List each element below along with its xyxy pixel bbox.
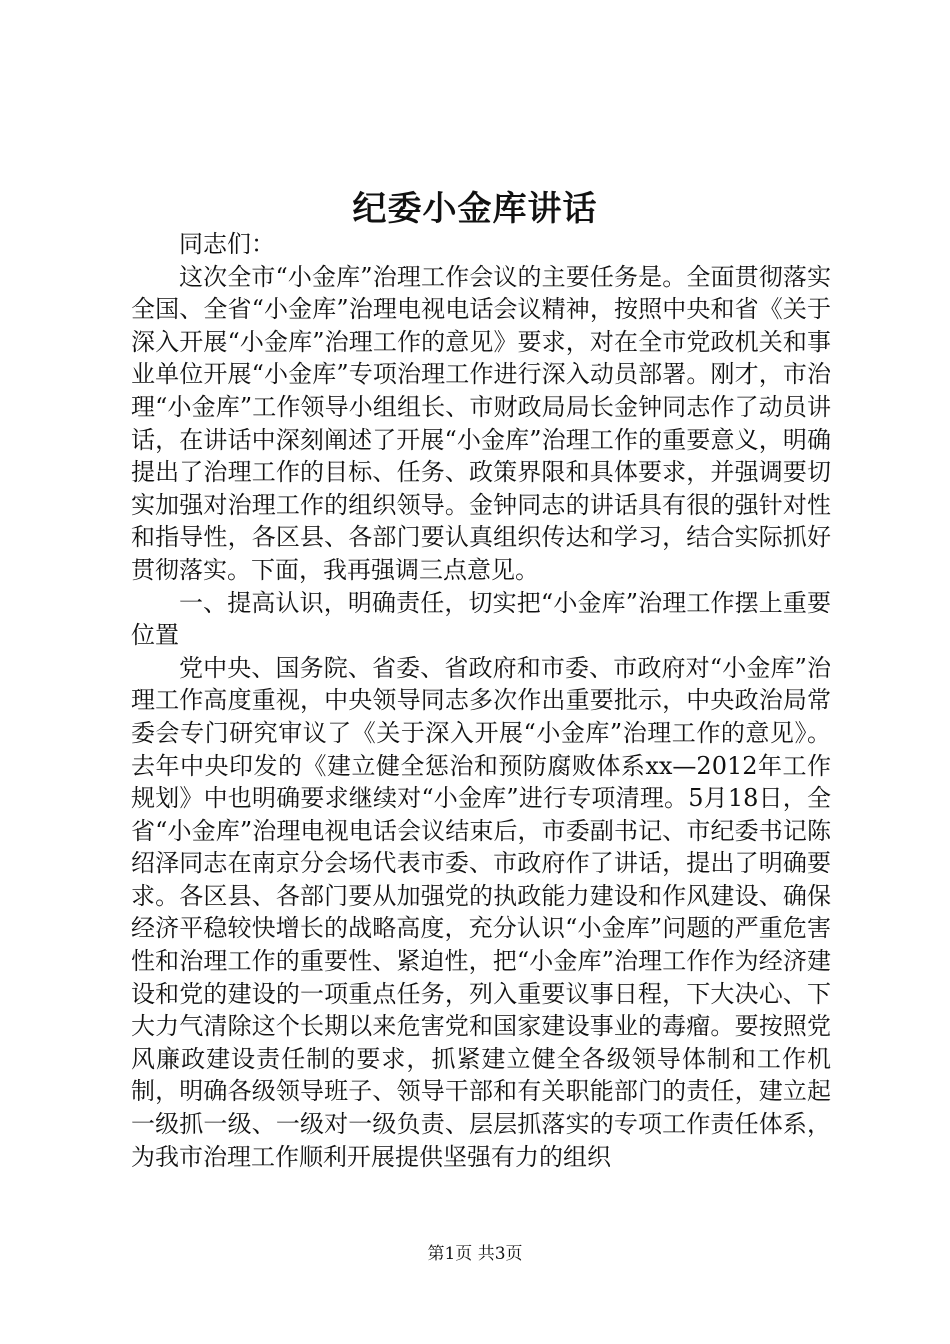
section-heading-1: 一、提高认识，明确责任，切实把“小金库”治理工作摆上重要位置	[131, 588, 831, 650]
salutation-paragraph: 同志们：	[179, 230, 275, 258]
document-title: 纪委小金库讲话	[352, 189, 598, 229]
document-body	[131, 228, 831, 1173]
page-footer: 第1页 共3页	[427, 1244, 523, 1264]
section-1-paragraph: 党中央、国务院、省委、省政府和市委、市政府对“小金库”治理工作高度重视，中央领导同志多次作出重要批示，中央政治局常委会专门研究审议了《关于深入开展“小金库”治理工作的意见》。去年中央印发的《建立健全惩治和预防腐败体系xx—2012年工作规划》中也明确要求继续对“小金库”进行专项清理。5月18日，全省“小金库”治理电视电话会议结束后，市委副书记、市纪委书记陈绍泽同志在南京分会场代表市委、市政府作了讲话，提出了明确要求。各区县、各部门要从加强党的执政能力建设和作风建设、确保经济平稳较快增长的战略高度，充分认识“小金库”问题的严重危害性和治理工作的重要性、紧迫性，把“小金库”治理工作作为经济建设和党的建设的一项重点任务，列入重要议事日程，下大决心、下大力气清除这个长期以来危害党和国家建设事业的毒瘤。要按照党风廉政建设责任制的要求，抓紧建立健全各级领导体制和工作机制，明确各级领导班子、领导干部和有关职能部门的责任，建立起一级抓一级、一级对一级负责、层层抓落实的专项工作责任体系，为我市治理工作顺利开展提供坚强有力的组织	[131, 653, 831, 1171]
intro-paragraph: 这次全市“小金库”治理工作会议的主要任务是。全面贯彻落实全国、全省“小金库”治理电视电话会议精神，按照中央和省《关于深入开展“小金库”治理工作的意见》要求，对在全市党政机关和事业单位开展“小金库”专项治理工作进行深入动员部署。刚才，市治理“小金库”工作领导小组组长、市财政局局长金钟同志作了动员讲话，在讲话中深刻阐述了开展“小金库”治理工作的重要意义，明确提出了治理工作的目标、任务、政策界限和具体要求，并强调要切实加强对治理工作的组织领导。金钟同志的讲话具有很的强针对性和指导性，各区县、各部门要认真组织传达和学习，结合实际抓好贯彻落实。下面，我再强调三点意见。	[131, 262, 831, 584]
